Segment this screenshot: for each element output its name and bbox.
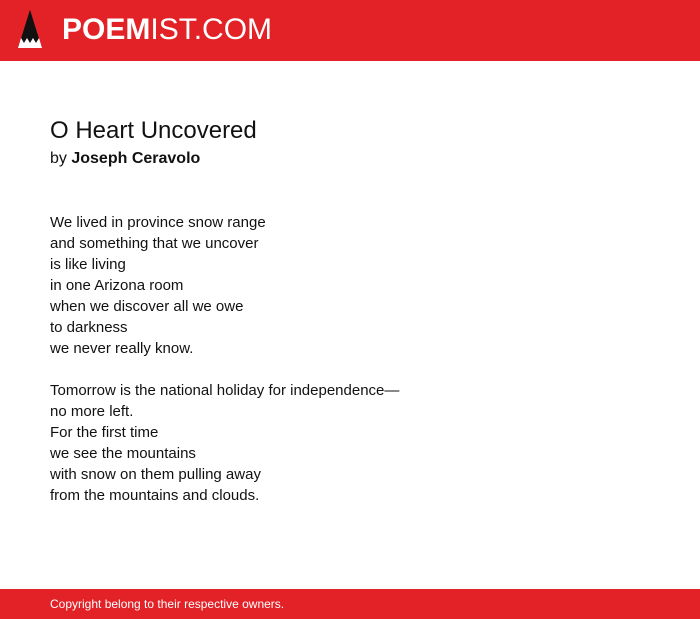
poem-line: We lived in province snow range [50,214,266,231]
poem-line: with snow on them pulling away [50,466,261,483]
by-label: by [50,150,67,167]
poem-content [50,116,670,527]
pencil-tip-icon[interactable] [18,10,42,52]
site-logo-link[interactable] [62,12,272,48]
byline [50,147,670,171]
poem-line: and something that we uncover [50,235,259,252]
poem-line: when we discover all we owe [50,298,244,315]
poem-line: Tomorrow is the national holiday for independence— [50,382,400,399]
poem-line: we never really know. [50,340,194,357]
site-header [0,0,700,61]
brand-name-light: IST.COM [150,13,273,46]
poem-line: we see the mountains [50,445,196,462]
site-footer [0,589,700,619]
poem-line: no more left. [50,403,134,420]
copyright-notice: Copyright belong to their respective owners. [50,597,285,611]
author-name[interactable]: Joseph Ceravolo [71,150,201,167]
brand-name-bold: POEM [62,13,151,46]
poem-line: For the first time [50,424,159,441]
poem-line: from the mountains and clouds. [50,487,260,504]
poem-line: to darkness [50,319,128,336]
stanza [50,380,670,506]
poem-title: O Heart Uncovered [50,117,257,144]
poem-line: in one Arizona room [50,277,184,294]
poem-body [50,212,670,506]
poem-line: is like living [50,256,126,273]
stanza [50,212,670,359]
